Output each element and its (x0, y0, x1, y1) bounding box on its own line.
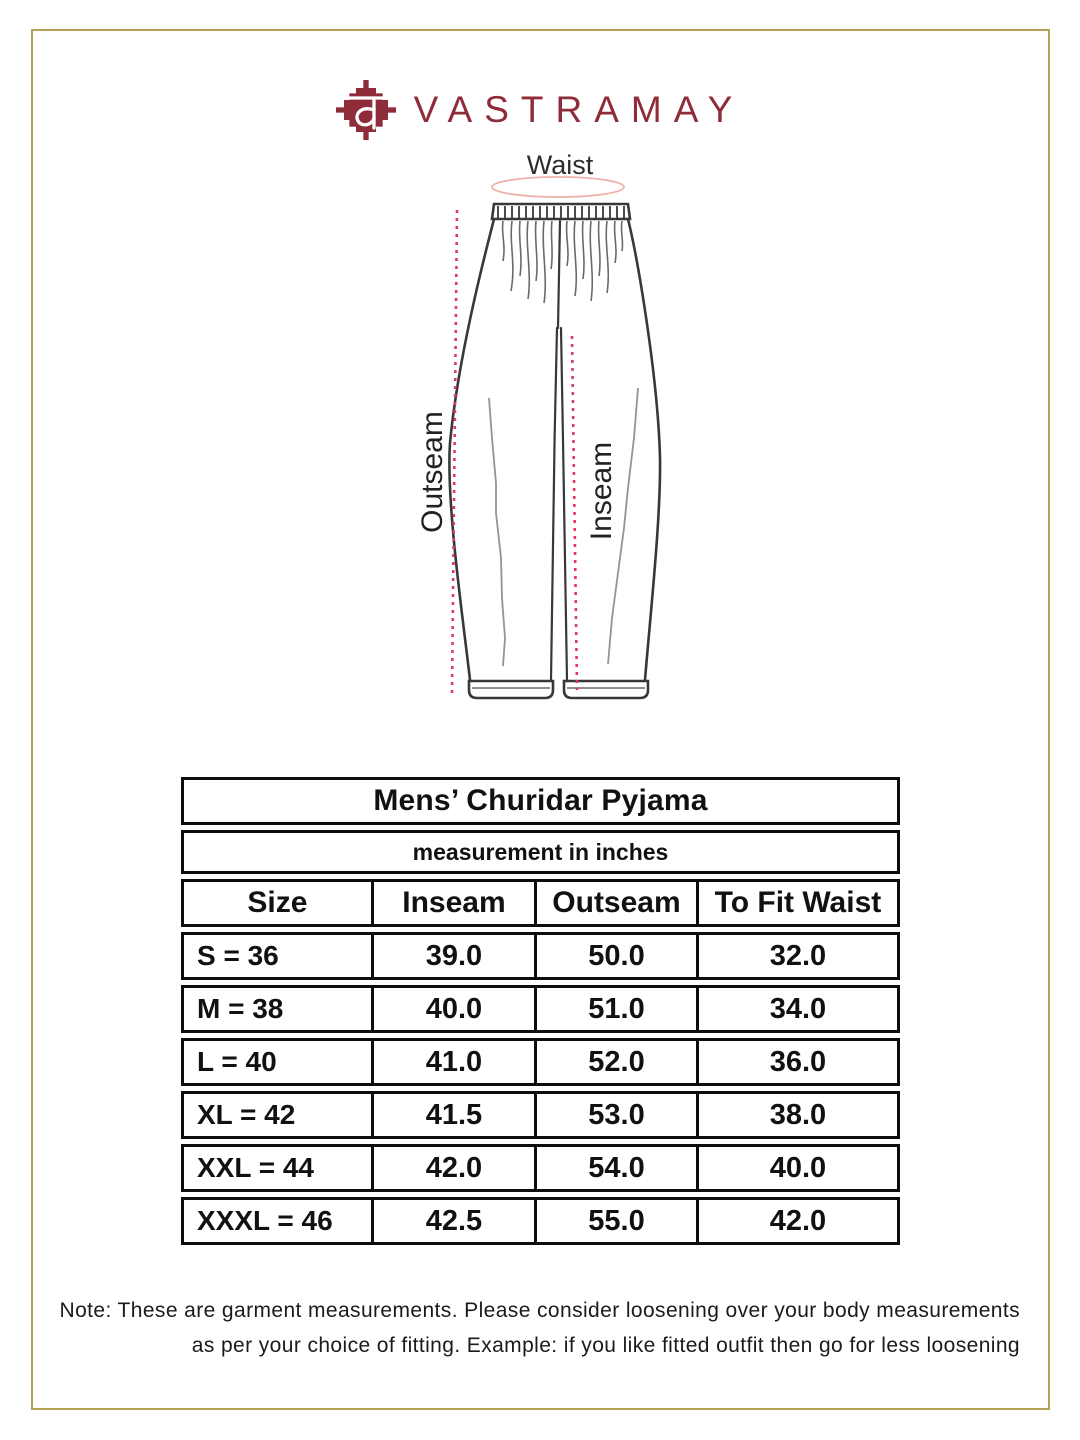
size-chart-table (181, 777, 900, 1250)
outseam-measure-line (452, 210, 457, 694)
table-subtitle: measurement in inches (181, 830, 900, 874)
table-row (181, 932, 900, 980)
col-header-size: Size (247, 886, 308, 919)
waist-value: 42.0 (696, 1200, 897, 1242)
waist-value: 38.0 (696, 1094, 897, 1136)
table-title: Mens’ Churidar Pyjama (181, 777, 900, 825)
inseam-value: 42.5 (371, 1200, 534, 1242)
brand-name: VASTRAMAY (413, 89, 745, 130)
table-row (181, 1144, 900, 1192)
col-header-inseam: Inseam (371, 882, 534, 924)
outseam-value: 51.0 (534, 988, 696, 1030)
col-header-waist: To Fit Waist (696, 882, 897, 924)
inseam-value: 40.0 (371, 988, 534, 1030)
brand-logo (0, 80, 1080, 140)
waistband (492, 204, 630, 219)
size-value: M = 38 (197, 993, 284, 1024)
waist-value: 40.0 (696, 1147, 897, 1189)
size-value: L = 40 (197, 1046, 277, 1077)
waist-ellipse (492, 177, 624, 197)
outseam-value: 55.0 (534, 1200, 696, 1242)
gather-wrinkles (503, 221, 623, 303)
waist-value: 36.0 (696, 1041, 897, 1083)
table-row (181, 1038, 900, 1086)
inseam-value: 39.0 (371, 935, 534, 977)
note-line-1: Note: These are garment measurements. Please consider loosening over your body measurements (59, 1299, 1020, 1322)
waist-value: 32.0 (696, 935, 897, 977)
note-line-2: as per your choice of fitting. Example: if you like fitted outfit then go for less loosening (191, 1334, 1020, 1357)
inseam-value: 41.0 (371, 1041, 534, 1083)
size-value: XL = 42 (197, 1099, 296, 1130)
outseam-value: 52.0 (534, 1041, 696, 1083)
table-header-row (181, 879, 900, 927)
cuffs (469, 681, 648, 698)
inseam-value: 41.5 (371, 1094, 534, 1136)
waist-value: 34.0 (696, 988, 897, 1030)
pants-outline (449, 219, 660, 680)
outseam-value: 53.0 (534, 1094, 696, 1136)
col-header-outseam: Outseam (534, 882, 696, 924)
inseam-measure-line (572, 336, 577, 690)
waist-label: Waist (526, 150, 594, 180)
size-value: XXL = 44 (197, 1152, 315, 1183)
size-value: XXXL = 46 (197, 1205, 333, 1236)
table-row (181, 985, 900, 1033)
table-row (181, 1197, 900, 1245)
table-row (181, 1091, 900, 1139)
measurement-note (45, 1293, 1020, 1363)
outseam-value: 50.0 (534, 935, 696, 977)
pants-measurement-diagram (405, 148, 680, 708)
inseam-label: Inseam (585, 441, 618, 541)
inseam-value: 42.0 (371, 1147, 534, 1189)
outseam-label: Outseam (416, 411, 449, 533)
size-value: S = 36 (197, 940, 279, 971)
brand-emblem-icon (336, 80, 396, 140)
outseam-value: 54.0 (534, 1147, 696, 1189)
